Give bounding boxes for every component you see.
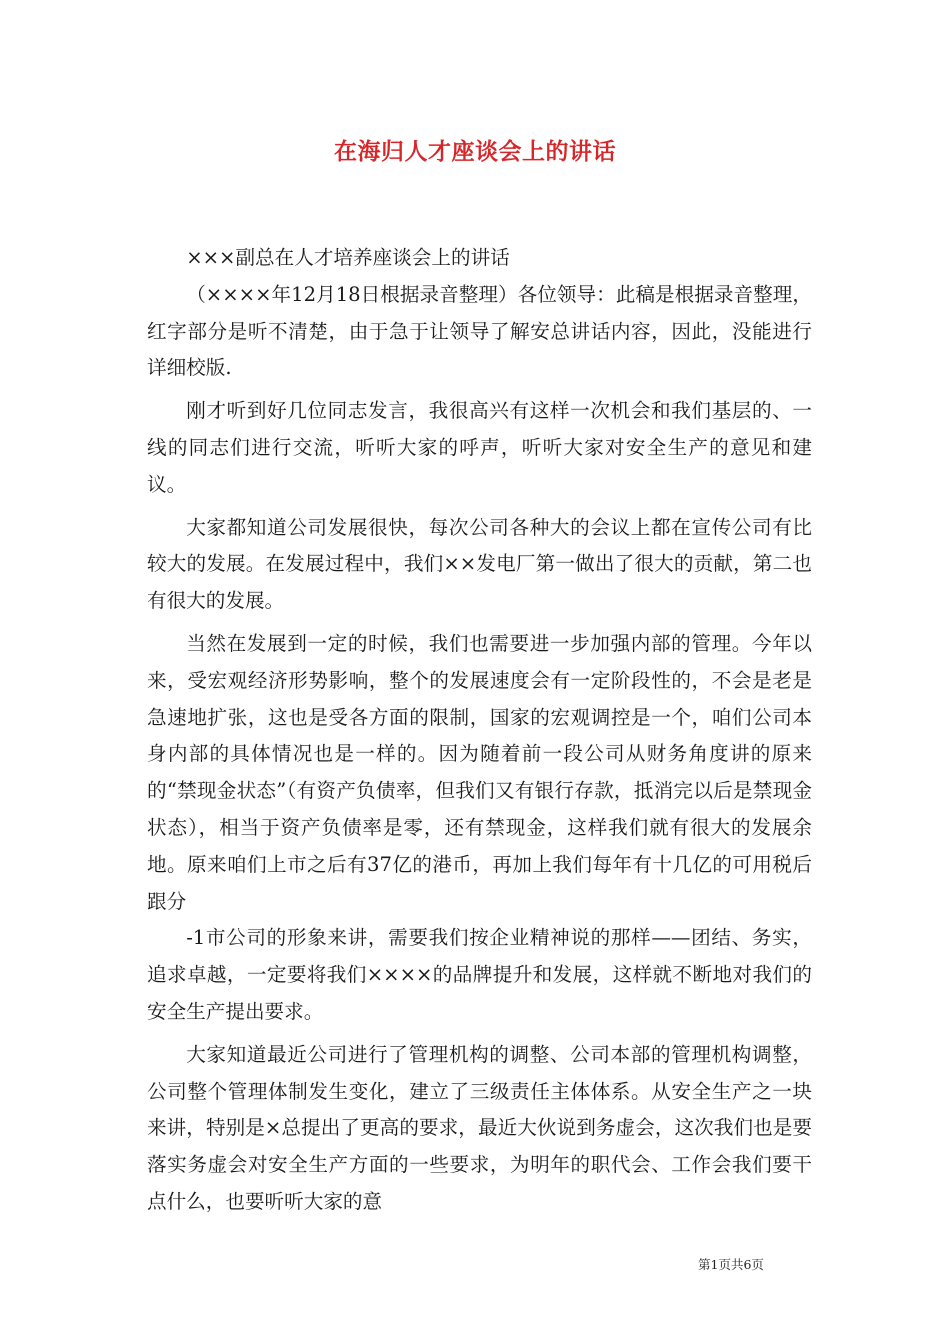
paragraph: 刚才听到好几位同志发言，我很高兴有这样一次机会和我们基层的、一线的同志们进行交流，听听大家的呼声，听听大家对安全生产的意见和建议。 xyxy=(147,399,812,496)
document-body xyxy=(147,240,812,1221)
paragraph: -1市公司的形象来讲，需要我们按企业精神说的那样——团结、务实，追求卓越，一定要将我们××××的品牌提升和发展，这样就不断地对我们的安全生产提出要求。 xyxy=(147,926,812,1023)
paragraph: 当然在发展到一定的时候，我们也需要进一步加强内部的管理。今年以来，受宏观经济形势影响，整个的发展速度会有一定阶段性的，不会是老是急速地扩张，这也是受各方面的限制，国家的宏观调控是一个，咱们公司本身内部的具体情况也是一样的。因为随着前一段公司从财务角度讲的原来的“禁现金状态”（有资产负债率，但我们又有银行存款，抵消完以后是禁现金状态），相当于资产负债率是零，还有禁现金，这样我们就有很大的发展余地。原来咱们上市之后有37亿的港币，再加上我们每年有十几亿的可用税后跟分 xyxy=(147,631,812,913)
document-title: 在海归人才座谈会上的讲话 xyxy=(334,138,616,165)
paragraph: 大家都知道公司发展很快，每次公司各种大的会议上都在宣传公司有比较大的发展。在发展过程中，我们××发电厂第一做出了很大的贡献，第二也有很大的发展。 xyxy=(147,515,812,613)
paragraph: 大家知道最近公司进行了管理机构的调整、公司本部的管理机构调整，公司整个管理体制发生变化，建立了三级责任主体体系。从安全生产之一块来讲，特别是×总提出了更高的要求，最近大伙说到务虚会，这次我们也是要落实务虚会对安全生产方面的一些要求，为明年的职代会、工作会我们要干点什么，也要听听大家的意 xyxy=(147,1042,812,1213)
paragraph-subtitle: ×××副总在人才培养座谈会上的讲话 xyxy=(186,246,510,269)
page-number: 第1页共6页 xyxy=(698,1257,764,1272)
paragraph-note: （××××年12月18日根据录音整理）各位领导：此稿是根据录音整理，红字部分是听不清楚，由于急于让领导了解安总讲话内容，因此，没能进行详细校版. xyxy=(147,282,812,380)
